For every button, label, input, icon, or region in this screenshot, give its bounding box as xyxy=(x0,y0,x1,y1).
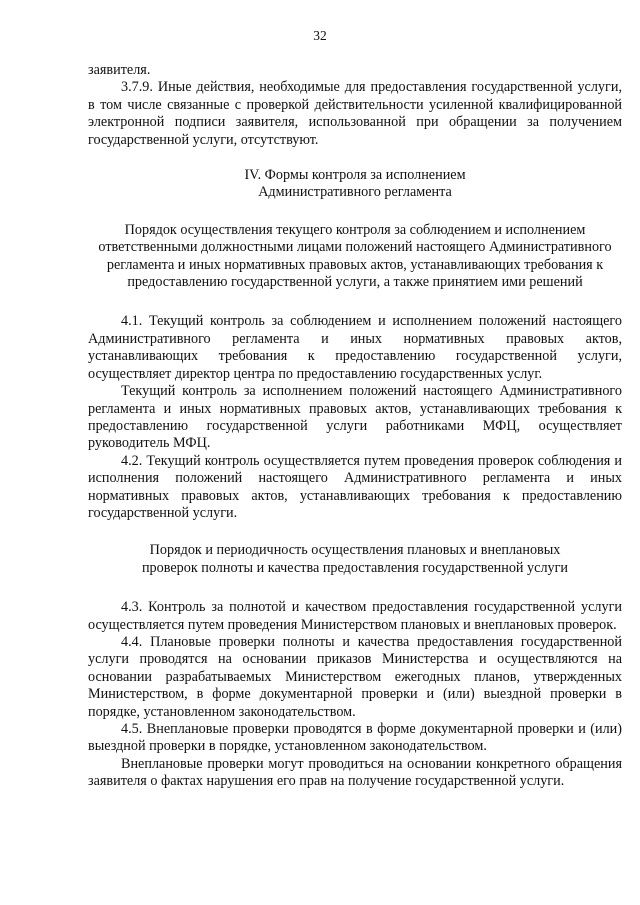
section-heading-line-2: Административного регламента xyxy=(258,184,452,201)
paragraph-4-3: 4.3. Контроль за полнотой и качеством предоставления государственной услуги осуществляется путем проведения Министерством плановых и внеплановых проверок. xyxy=(88,599,622,633)
paragraph-4-2: 4.2. Текущий контроль осуществляется путем проведения проверок соблюдения и исполнения положений настоящего Административного регламента и иных нормативных правовых актов, устанавливающих требования к предоставлению государственной услуги. xyxy=(88,452,622,521)
section-heading-iv xyxy=(88,167,622,202)
page-content xyxy=(88,62,622,791)
subheading-inspections: Порядок и периодичность осуществления плановых и внеплановых проверок полноты и качества предоставления государственной услуги xyxy=(141,542,569,576)
paragraph-4-5: 4.5. Внеплановые проверки проводятся в форме документарной проверки и (или) выездной проверки в порядке, установленном законодательством. xyxy=(88,721,622,755)
paragraph-4-4: 4.4. Плановые проверки полноты и качества предоставления государственной услуги проводятся на основании приказов Министерства и осуществляются на основании разрабатываемых Министерством ежегодных планов, утвержденных Министерством, в форме документарной проверки и (или) выездной проверки в порядке, установленном законодательством. xyxy=(88,633,622,720)
paragraph-3-7-9: 3.7.9. Иные действия, необходимые для предоставления государственной услуги, в том числе связанные с проверкой действительности усиленной квалифицированной электронной подписи заявителя, использованной при обращении за получением государственной услуги, отсутствуют. xyxy=(88,79,622,148)
page-number: 32 xyxy=(313,28,327,43)
paragraph-4-1: 4.1. Текущий контроль за соблюдением и исполнением положений настоящего Административного регламента и иных нормативных правовых актов, устанавливающих требования к предоставлению государственной услуги, осуществляет директор центра по предоставлению государственных услуг. xyxy=(88,313,622,382)
section-heading-line-1: IV. Формы контроля за исполнением xyxy=(244,167,466,184)
subheading-current-control: Порядок осуществления текущего контроля за соблюдением и исполнением ответственными должностными лицами положений настоящего Административного регламента и иных нормативных правовых актов, устанавливающих требования к предоставлению государственной услуги, а также принятием ими решений xyxy=(98,221,612,291)
paragraph-4-5-unscheduled: Внеплановые проверки могут проводиться на основании конкретного обращения заявителя о фактах нарушения его прав на получение государственной услуги. xyxy=(88,755,622,790)
paragraph-4-1-mfc: Текущий контроль за исполнением положений настоящего Административного регламента и иных нормативных правовых актов, устанавливающих требования к предоставлению государственной услуги работниками МФЦ, осуществляет руководитель МФЦ. xyxy=(88,383,622,452)
paragraph-continuation: заявителя. xyxy=(88,62,151,78)
